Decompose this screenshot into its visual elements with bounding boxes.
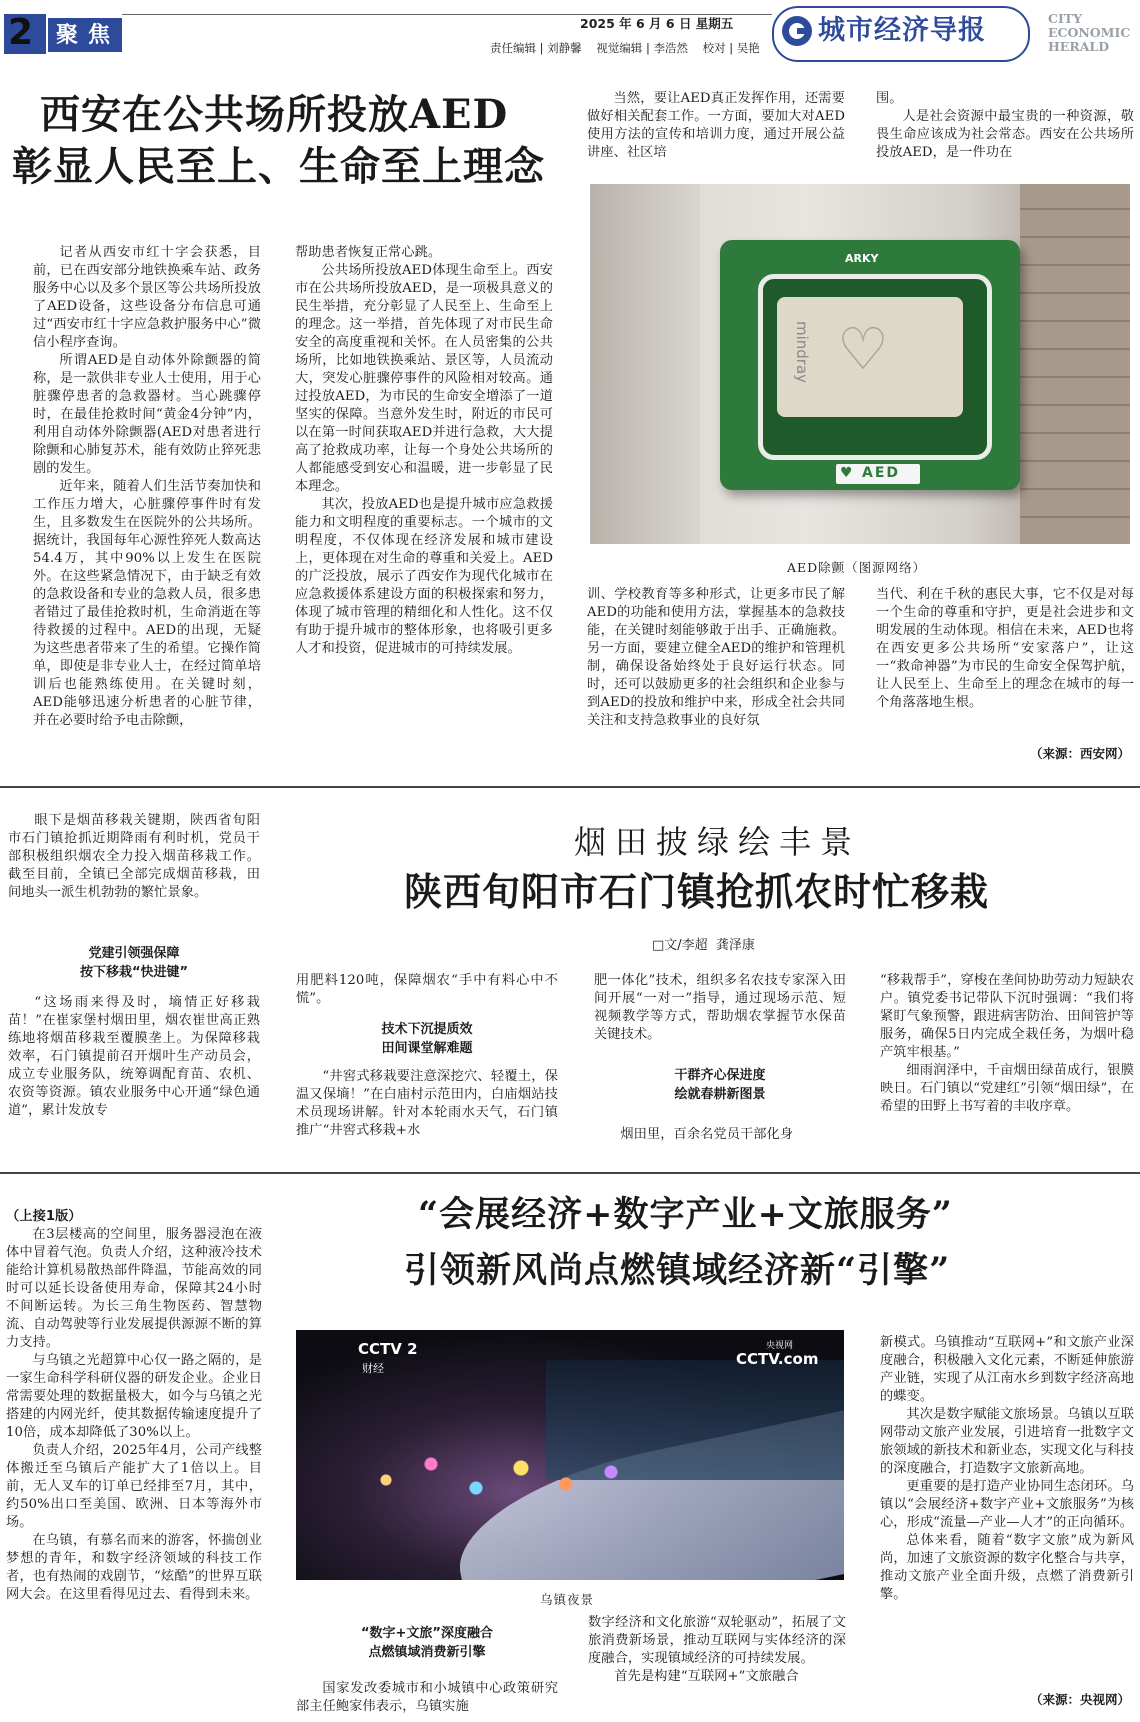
aed-heart-icon: ♥ xyxy=(840,465,853,481)
article3-col2 xyxy=(296,1680,558,1716)
paragraph: 其次，投放AED也是提升城市应急救援能力和文明程度的重要标志。一个城市的文明程度，不仅体现在经济发展和城市建设上，更体现在对生命的尊重和关爱上。AED的广泛投放，展示了西安作为现代化城市在应急救援体系建设方面的积极探索和努力，体现了城市管理的精细化和人性化。这不仅有助于提升城市的整体形象，也将吸引更多人才和投资，促进城市的可持续发展。 xyxy=(295,497,553,656)
paragraph-continuation: “移栽帮手”，穿梭在垄间协助劳动力短缺农户。镇党委书记带队下沉时强调：“我们将紧盯气象预警，跟进病害防治、田间管护等服务，确保5日内完成全栽任务，为烟叶稳产筑牢根基。” xyxy=(880,973,1134,1060)
article2-col3b xyxy=(594,1126,846,1144)
article3-col3 xyxy=(588,1614,846,1686)
paragraph-continuation: 用肥料120吨，保障烟农“手中有料心中不慌”。 xyxy=(296,973,558,1006)
subhead-line: 点燃镇域消费新引擎 xyxy=(368,1645,486,1660)
paragraph-continuation: 帮助患者恢复正常心跳。 xyxy=(295,245,442,260)
subhead-line: 党建引领强保障 xyxy=(88,946,180,961)
article2-col4 xyxy=(880,972,1134,1116)
paragraph: 首先是构建“互联网+”文旅融合 xyxy=(614,1669,799,1684)
article3-title-line2: 引领新风尚点燃镇域经济新“引擎” xyxy=(404,1250,951,1291)
cctv2-channel: 财经 xyxy=(362,1362,384,1375)
paragraph: 在乌镇，有慕名而来的游客，怀揣创业梦想的青年，和数字经济领域的科技工作者，也有热闹的戏剧节，“炫酷”的世界互联网大会。在这里看得见过去、看得到未来。 xyxy=(6,1533,262,1602)
jump-note: （上接1版） xyxy=(6,1209,82,1224)
article2-subhead3 xyxy=(594,1066,846,1104)
cabinet-brand: ARKY xyxy=(845,252,879,265)
page-number: 2 xyxy=(8,12,34,53)
article2-byline: □文/李超 龚泽康 xyxy=(652,938,755,953)
paragraph-continuation: 肥一体化”技术，组织多名农技专家深入田间开展“一对一”指导，通过现场示范、短视频教学等方式，帮助烟农掌握节水保苗关键技术。 xyxy=(594,973,846,1042)
paragraph: “这场雨来得及时，墒情正好移栽苗！”在崔家堡村烟田里，烟农崔世高正熟练地将烟苗移栽至覆膜垄上。为保障移栽效率，石门镇提前召开烟叶生产动员会，成立专业服务队，统筹调配育苗、农机、农资等资源。镇农业服务中心开通“绿色通道”，累计发放专 xyxy=(8,995,260,1118)
article1-col4-bottom xyxy=(876,586,1134,712)
article1-col4-top xyxy=(876,90,1134,162)
article1-title-line2: 彰显人民至上、生命至上理念 xyxy=(12,143,545,190)
issue-date: 2025 年 6 月 6 日 星期五 xyxy=(580,16,734,31)
wall-panel xyxy=(590,184,700,544)
logo-en-line: ECONOMIC xyxy=(1048,25,1131,40)
aed-photo-caption: AED除颤（图源网络） xyxy=(787,560,927,575)
article3-source: （来源：央视网） xyxy=(1030,1692,1131,1707)
article2-col1b xyxy=(8,994,260,1120)
subhead-line: 按下移栽“快进键” xyxy=(79,965,189,980)
logo-title: 城市经济导报 xyxy=(818,15,986,46)
paragraph: 记者从西安市红十字会获悉，目前，已在西安部分地铁换乘车站、政务服务中心以及多个景区等公共场所投放了AED设备，这些设备分布信息可通过“西安市红十字应急救护服务中心”微信小程序查询。 xyxy=(33,245,261,350)
logo-emblem-icon xyxy=(782,16,812,46)
article1-col3-top xyxy=(587,90,845,162)
article1-col1 xyxy=(33,244,261,730)
device-brand: mindray xyxy=(793,320,812,384)
paragraph-continuation: 当代、利在千秋的惠民大事，它不仅是对每一个生命的尊重和守护，更是社会进步和文明发展的生动体现。相信在未来，AED也将在西安更多公共场所“安家落户”，让这一“救命神器”为市民的生命安全保驾护航，让人民至上、生命至上的理念在城市的每一个角落落地生根。 xyxy=(876,587,1134,710)
cctv2-logo: CCTV 2 xyxy=(358,1340,418,1358)
paragraph: 近年来，随着人们生活节奏加快和工作压力增大，心脏骤停事件时有发生，且多数发生在医院外的公共场所。据统计，我国每年心源性猝死人数高达54.4万，其中90%以上发生在医院外。在这些紧急情况下，由于缺乏有效的急救设备和专业的急救人员，很多患者错过了最佳抢救时机，生命消逝在等待救援的过程中。AED的出现，无疑为这些患者带来了生的希望。它操作简单，即使是非专业人士，在经过简单培训后也能熟练使用。在关键时刻，AED能够迅速分析患者的心脏节律，并在必要时给予电击除颤， xyxy=(33,479,261,728)
page-header xyxy=(0,0,1140,62)
wuzhen-photo-caption: 乌镇夜景 xyxy=(540,1592,595,1607)
paragraph: 与乌镇之光超算中心仅一路之隔的，是一家生命科学科研仪器的研发企业。企业日常需要处理的数据量极大，如今与乌镇之光搭建的内网光纤，使其数据传输速度提升了10倍，成本却降低了30%以上。 xyxy=(6,1353,262,1440)
article2-col2 xyxy=(296,972,558,1008)
logo-en-line: HERALD xyxy=(1048,39,1110,54)
paragraph: 所谓AED是自动体外除颤器的简称，是一款供非专业人士使用，用于心脏骤停患者的急救器材。当心跳骤停时，在最佳抢救时间“黄金4分钟”内，利用自动体外除颤器(AED对患者进行除颤和心肺复苏术，能有效防止猝死悲剧的发生。 xyxy=(33,353,261,476)
logo-en-line: CITY xyxy=(1048,11,1083,26)
wall-tiles xyxy=(1020,184,1130,544)
paragraph-continuation: 新模式。乌镇推动“互联网+”和文旅产业深度融合，积极融入文化元素，不断延伸旅游产业链，实现了从江南水乡到数字经济高地的蝶变。 xyxy=(880,1335,1134,1404)
section-divider xyxy=(0,1172,1140,1174)
paragraph: 总体来看，随着“数字文旅”成为新风尚，加速了文旅资源的数字化整合与共享，推动文旅产业全面升级，点燃了消费新引擎。 xyxy=(880,1533,1134,1602)
subhead-line: 干群齐心保进度 xyxy=(674,1068,766,1083)
paragraph: 眼下是烟苗移栽关键期，陕西省旬阳市石门镇抢抓近期降雨有利时机，党员干部积极组织烟农全力投入烟苗移栽工作。截至目前，全镇已全部完成烟苗移栽，田间地头一派生机勃勃的繁忙景象。 xyxy=(8,813,260,900)
subhead-line: 田间课堂解难题 xyxy=(381,1041,473,1056)
cctv-com-sub: 央视网 xyxy=(766,1341,794,1351)
article3-title-line1: “会展经济+数字产业+文旅服务” xyxy=(418,1194,953,1235)
subhead-line: 技术下沉提质效 xyxy=(381,1022,473,1037)
article3-subhead1 xyxy=(296,1624,558,1662)
article1-col2 xyxy=(295,244,553,658)
logo-english xyxy=(1048,12,1130,54)
aed-label: AED xyxy=(862,465,901,481)
aed-cabinet xyxy=(720,240,1020,490)
article2-kicker: 烟田披绿绘丰景 xyxy=(574,823,862,861)
paragraph: 烟田里，百余名党员干部化身 xyxy=(620,1127,794,1142)
paragraph: 细雨润泽中，千亩烟田绿苗成行，银膜映日。石门镇以“党建红”引领“烟田绿”，在希望的田野上书写着的丰收序章。 xyxy=(880,1063,1134,1114)
article2-col3 xyxy=(594,972,846,1044)
paragraph: 国家发改委城市和小城镇中心政策研究部主任鲍家伟表示，乌镇实施 xyxy=(296,1681,558,1714)
paragraph: 在3层楼高的空间里，服务器浸泡在液体中冒着气泡。负责人介绍，这种液冷技术能给计算机易散热部件降温，节能高效的同时可以延长设备使用寿命，保障其24小时不间断运转。为长三角生物医药、智慧物流、自动驾驶等行业发展提供源源不断的算力支持。 xyxy=(6,1227,262,1350)
paragraph: 公共场所投放AED体现生命至上。西安市在公共场所投放AED，是一项极具意义的民生举措，充分彰显了人民至上、生命至上的理念。这一举措，首先体现了对市民生命安全的高度重视和关怀。在人员密集的公共场所，比如地铁换乘站、景区等，人员流动大，突发心脏骤停事件的风险相对较高。通过投放AED，为市民的生命安全增添了一道坚实的保障。当意外发生时，附近的市民可以在第一时间获取AED并进行急救，大大提高了抢救成功率，让每一个身处公共场所的人都能感受到安心和温暖，进一步彰显了民本理念。 xyxy=(295,263,553,494)
article1-col3-bottom xyxy=(587,586,845,730)
subhead-line: 绘就春耕新图景 xyxy=(674,1087,766,1102)
subhead-line: “数字+文旅”深度融合 xyxy=(361,1626,493,1641)
crowd-lights xyxy=(356,1440,656,1520)
article2-col2b xyxy=(296,1068,558,1140)
aed-device xyxy=(777,297,963,417)
aed-photo xyxy=(590,184,1130,544)
paragraph-continuation: 数字经济和文化旅游“双轮驱动”，拓展了文旅消费新场景，推动互联网与实体经济的深度融合，实现镇域经济的可持续发展。 xyxy=(588,1615,846,1666)
paragraph: 人是社会资源中最宝贵的一种资源，敬畏生命应该成为社会常态。西安在公共场所投放AED，是一件功在 xyxy=(876,109,1134,160)
paragraph: “井窖式移栽要注意深挖穴、轻覆土，保温又保墒！”在白庙村示范田内，白庙烟站技术员现场讲解。针对本轮雨水天气，石门镇推广“井窖式移栽+水 xyxy=(296,1069,558,1138)
aed-label-plate xyxy=(836,464,920,484)
editors-line: 责任编辑 | 刘静馨 视觉编辑 | 李浩然 校对 | 吴艳 xyxy=(490,41,760,55)
paragraph: 当然，要让AED真正发挥作用，还需要做好相关配套工作。一方面，要加大对AED使用方法的宣传和培训力度，通过开展公益讲座、社区培 xyxy=(587,91,845,160)
article2-subhead1 xyxy=(8,944,260,982)
cctv-com-logo: CCTV.com xyxy=(736,1350,819,1368)
article2-title: 陕西旬阳市石门镇抢抓农时忙移栽 xyxy=(404,869,990,914)
section-divider xyxy=(0,786,1140,788)
wuzhen-night-photo xyxy=(296,1330,844,1580)
section-tag: 聚焦 xyxy=(56,22,121,48)
paragraph: 负责人介绍，2025年4月，公司产线整体搬迁至乌镇后产能扩大了1倍以上。目前，无人叉车的订单已经排至7月，其中，约50%出口至美国、欧洲、日本等海外市场。 xyxy=(6,1443,262,1530)
article1-source: （来源：西安网） xyxy=(1030,746,1131,761)
article3-col4 xyxy=(880,1334,1134,1604)
article2-subhead2 xyxy=(296,1020,558,1058)
paragraph-continuation: 围。 xyxy=(876,91,903,106)
article2-col1 xyxy=(8,812,260,902)
article3-col1 xyxy=(6,1208,262,1604)
paragraph: 其次是数字赋能文旅场景。乌镇以互联网带动文旅产业发展，引进培育一批数字文旅领域的新技术和新业态，实现文化与科技的深度融合，打造数字文旅新高地。 xyxy=(880,1407,1134,1476)
paragraph-continuation: 训、学校教育等多种形式，让更多市民了解AED的功能和使用方法，掌握基本的急救技能，在关键时刻能够敢于出手、正确施救。另一方面，要建立健全AED的维护和管理机制，确保设备始终处于良好运行状态。同时，还可以鼓励更多的社会组织和企业参与到AED的投放和维护中来，形成全社会共同关注和支持急救事业的良好氛 xyxy=(587,587,845,728)
heart-icon: ♡ xyxy=(837,315,889,383)
article1-title-line1: 西安在公共场所投放AED xyxy=(40,91,509,138)
paragraph: 更重要的是打造产业协同生态闭环。乌镇以“会展经济+数字产业+文旅服务”为核心，形成“流量—产业—人才”的正向循环。 xyxy=(880,1479,1134,1530)
cabinet-window xyxy=(758,274,992,460)
